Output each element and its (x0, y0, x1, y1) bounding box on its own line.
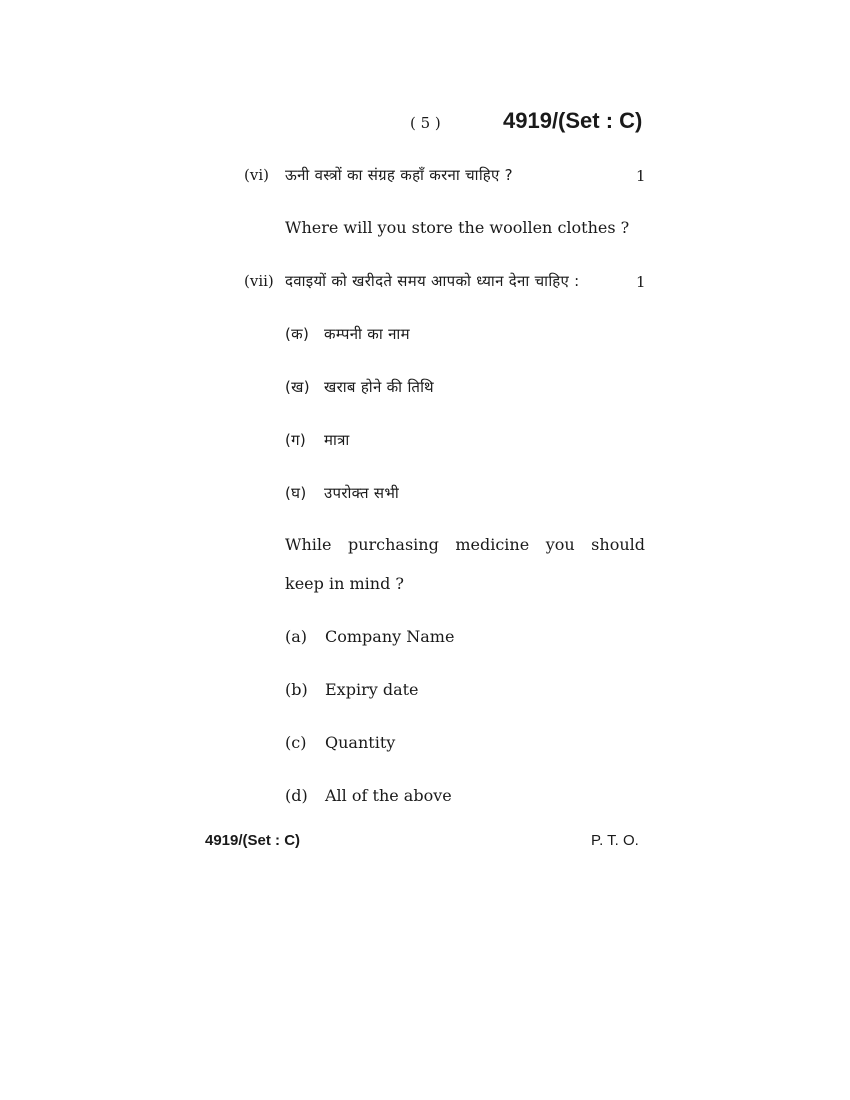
option-b-label: (b) (285, 680, 308, 699)
paper-code-header: 4919/(Set : C) (503, 108, 643, 133)
option-ga-label: (ग) (285, 431, 307, 449)
option-d-label: (d) (285, 786, 308, 805)
option-d-text: All of the above (325, 786, 452, 805)
english-word: While (285, 535, 332, 554)
pto-label: P. T. O. (591, 832, 639, 849)
option-gha-text: उपरोक्त सभी (324, 484, 400, 502)
option-ka-label: (क) (285, 325, 310, 343)
question-vii-hindi: दवाइयों को खरीदते समय आपको ध्यान देना चाहिए : (285, 272, 580, 290)
option-b-text: Expiry date (325, 680, 419, 699)
question-vi-english: Where will you store the woollen clothes ? (285, 218, 630, 237)
english-word: you (545, 535, 575, 554)
english-word: should (591, 535, 645, 554)
question-vi-hindi: ऊनी वस्त्रों का संग्रह कहाँ करना चाहिए ? (285, 166, 513, 184)
question-vii-english-line2: keep in mind ? (285, 574, 404, 593)
option-c-label: (c) (285, 733, 307, 752)
question-vii-marks: 1 (636, 273, 646, 291)
option-ga-text: मात्रा (324, 431, 350, 449)
question-vii-english-line1 (285, 535, 645, 554)
option-a-label: (a) (285, 627, 308, 646)
option-kha-label: (ख) (285, 378, 310, 396)
option-ka-text: कम्पनी का नाम (324, 325, 410, 343)
paper-code-footer: 4919/(Set : C) (205, 832, 301, 849)
question-number-vi: (vi) (244, 166, 269, 184)
question-number-vii: (vii) (244, 272, 274, 290)
page-number: ( 5 ) (410, 114, 441, 132)
option-c-text: Quantity (325, 733, 396, 752)
option-gha-label: (घ) (285, 484, 307, 502)
question-vi-marks: 1 (636, 167, 646, 185)
option-kha-text: खराब होने की तिथि (324, 378, 434, 396)
english-word: medicine (455, 535, 530, 554)
option-a-text: Company Name (325, 627, 455, 646)
english-word: purchasing (347, 535, 439, 554)
